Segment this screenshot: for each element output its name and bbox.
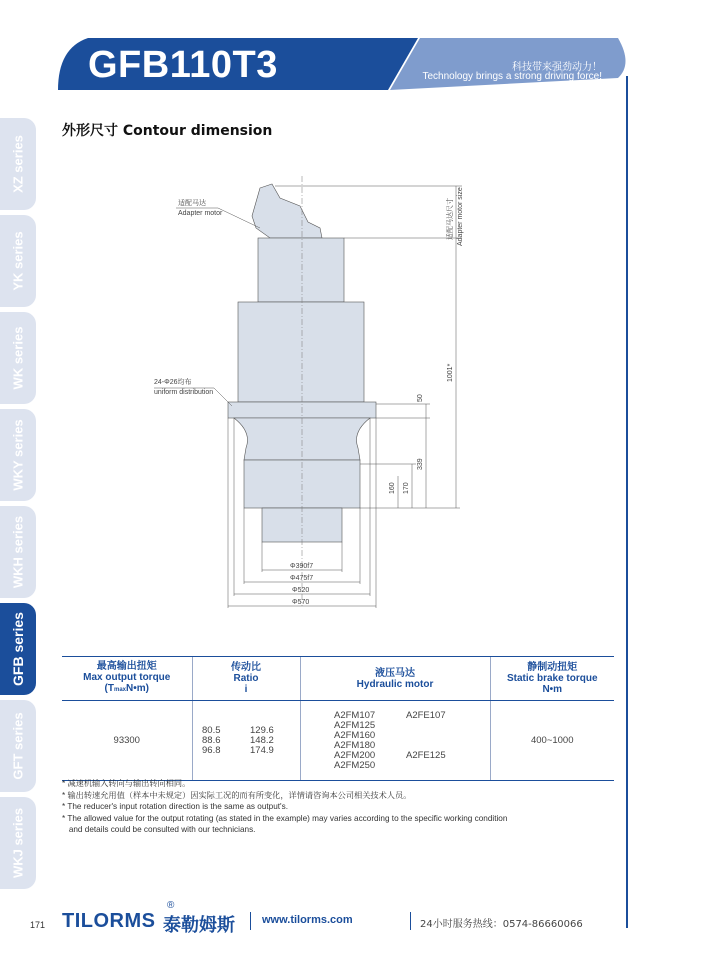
spec-table	[62, 656, 614, 781]
header-cn: 液压马达	[375, 667, 415, 679]
side-tab-label: WKY series	[10, 419, 26, 491]
header-en: Max output torque	[83, 672, 171, 683]
dia-390: Φ390f7	[290, 563, 314, 570]
page-title: GFB110T3	[88, 44, 278, 86]
note-2: * 输出转速允用值（样本中未规定）因实际工况的而有所变化，详情请咨询本公司相关技术人员。	[62, 790, 412, 800]
adapter-label-cn: 适配马达	[178, 200, 206, 207]
side-tab-wk[interactable]	[0, 312, 36, 404]
header-en: Hydraulic motor	[356, 678, 434, 690]
cell-ratios: 80.5 129.6 88.6 148.2 96.8 174.9	[192, 701, 300, 781]
motor-size-en: Adapter motor size	[457, 187, 464, 246]
cell-brake: 400~1000	[490, 701, 614, 781]
note-3: * The reducer's input rotation direction is the same as output's.	[62, 802, 288, 811]
header-cn: 静制动扭矩	[527, 662, 578, 673]
note-4: * The allowed value for the output rotating (as stated in the example) may varies according to the specific working condition	[62, 813, 508, 823]
dim-160: 160	[389, 482, 396, 494]
registered-mark: ®	[167, 900, 175, 911]
table-row	[62, 701, 614, 781]
side-tab-label: GFT series	[10, 712, 26, 780]
side-tab-label: WK series	[10, 326, 26, 390]
hotline: 24小时服务热线：0574-86660066	[420, 919, 583, 930]
footer-divider	[410, 912, 411, 930]
side-tab-wkj[interactable]	[0, 797, 36, 889]
frame-rule	[626, 76, 628, 928]
col-hydraulic-motor	[300, 657, 490, 701]
side-tab-gfb[interactable]	[0, 603, 36, 695]
notes	[62, 778, 507, 836]
holes-label-en: uniform distribution	[154, 389, 214, 396]
cell-torque: 93300	[62, 701, 192, 781]
header-en: Ratio	[233, 673, 259, 684]
note-5: and details could be consulted with our technicians.	[62, 825, 256, 834]
side-tab-gft[interactable]	[0, 700, 36, 792]
dia-475: Φ475f7	[290, 575, 314, 582]
side-tab-label: WKH series	[10, 515, 26, 589]
page-number: 171	[30, 920, 46, 930]
slogan-cn: 科技带来强劲动力！	[512, 62, 602, 73]
dia-570: Φ570	[292, 599, 310, 606]
side-tab-label: YK series	[10, 231, 26, 291]
side-tab-yk[interactable]	[0, 215, 36, 307]
side-tab-wkh[interactable]	[0, 506, 36, 598]
dia-520: Φ520	[292, 587, 310, 594]
dim-50: 50	[417, 394, 424, 402]
col-max-torque	[62, 657, 192, 701]
section-title: 外形尺寸 Contour dimension	[62, 123, 273, 139]
header-unit: (TmaxN•m)	[104, 683, 149, 694]
slogan-en: Technology brings a strong driving force!	[422, 71, 602, 82]
side-tab-label: GFB series	[10, 612, 26, 686]
motor-size-cn: 适配马达尺寸	[447, 198, 454, 240]
col-static-brake	[490, 657, 614, 701]
note-1: * 减速机输入转向与输出转向相同。	[62, 779, 191, 788]
brand-logo: TILORMS	[62, 910, 156, 932]
side-tab-label: XZ series	[10, 135, 26, 193]
side-tab-label: WKJ series	[10, 807, 26, 879]
dim-339: 339	[417, 458, 424, 470]
dim-170: 170	[403, 482, 410, 494]
header-en: Static brake torque	[506, 673, 598, 684]
header-unit: i	[244, 684, 248, 695]
header-cn: 传动比	[231, 662, 261, 673]
dim-1001: 1001*	[447, 363, 454, 382]
cell-motors: A2FM107 A2FE107 A2FM125 A2FM160 A2FM180 A2FM200 A2FE125 A2FM250	[300, 701, 490, 781]
header-cn: 最高输出扭矩	[96, 661, 157, 672]
contour-drawing	[150, 176, 480, 616]
side-tab-wky[interactable]	[0, 409, 36, 501]
brand-logo-cn: 泰勒姆斯	[163, 915, 235, 936]
adapter-label-en: Adapter motor	[178, 210, 223, 217]
table-header-row	[62, 657, 614, 701]
header-unit: N•m	[542, 684, 563, 695]
col-ratio	[192, 657, 300, 701]
footer-divider	[250, 912, 251, 930]
holes-label-cn: 24-Φ26均布	[154, 379, 192, 386]
side-tab-xz[interactable]	[0, 118, 36, 210]
website-link[interactable]: www.tilorms.com	[262, 914, 353, 926]
